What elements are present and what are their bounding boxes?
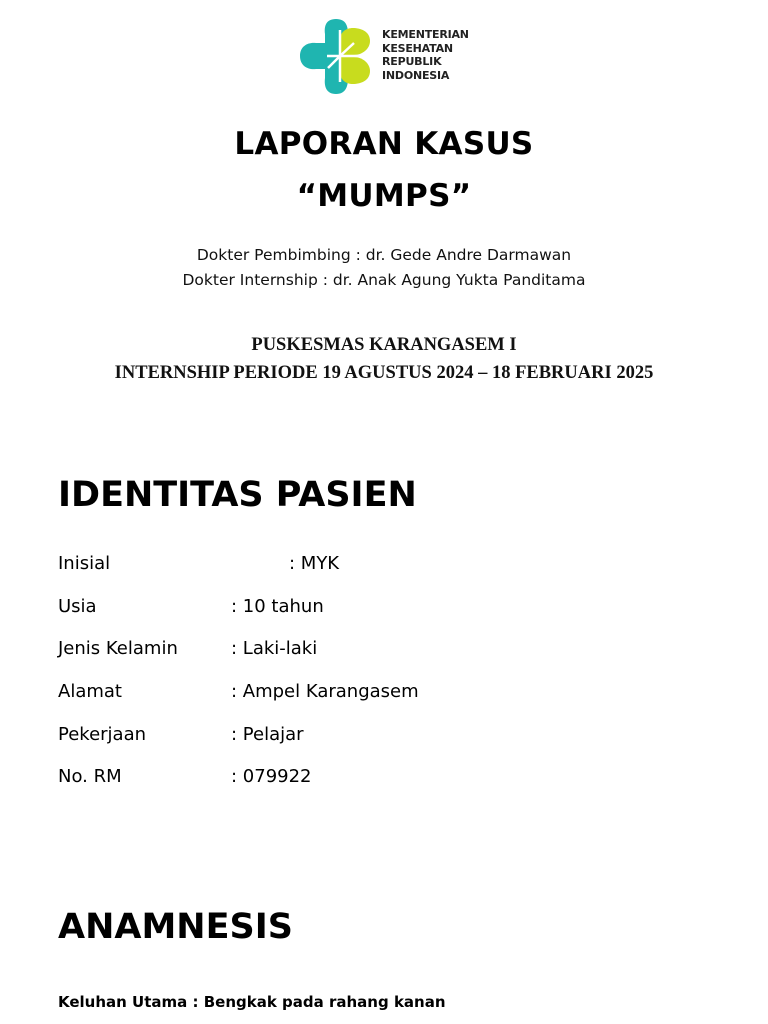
identity-label: Usia: [58, 595, 97, 617]
logo-text-line: INDONESIA: [382, 68, 450, 82]
kemenkes-emblem-icon: [298, 16, 374, 96]
kemenkes-logo: [296, 14, 472, 98]
identity-value: : Laki-laki: [231, 638, 318, 660]
report-subtitle: “MUMPS”: [296, 178, 472, 214]
identity-value: : Pelajar: [231, 723, 304, 745]
identity-value: : 10 tahun: [231, 595, 324, 617]
logo-text-line: REPUBLIK: [382, 55, 442, 68]
logo-text-line: KESEHATAN: [382, 41, 453, 55]
clinic-name: PUSKESMAS KARANGASEM I: [251, 335, 517, 355]
identity-value: : 079922: [231, 766, 312, 788]
identity-label: No. RM: [58, 766, 122, 788]
logo-text: [382, 28, 469, 82]
internship-period: INTERNSHIP PERIODE 19 AGUSTUS 2024 – 18 FEBRUARI 2025: [114, 363, 654, 383]
logo-text-line: KEMENTERIAN: [382, 28, 469, 41]
identitas-heading: IDENTITAS PASIEN: [58, 475, 417, 515]
emblem-lime-lower-heart: [340, 57, 370, 84]
identity-value: : Ampel Karangasem: [231, 681, 419, 703]
clinic-info: [0, 331, 768, 387]
main-complaint: Keluhan Utama : Bengkak pada rahang kanan: [58, 993, 446, 1011]
emblem-teal-left-leaf: [300, 43, 328, 69]
identity-label: Pekerjaan: [58, 723, 147, 745]
intern-doctor: Dokter Internship : dr. Anak Agung Yukta Panditama: [182, 271, 586, 289]
identity-value: : MYK: [289, 553, 340, 574]
report-title: LAPORAN KASUS: [234, 126, 534, 162]
supervisor-doctor: Dokter Pembimbing : dr. Gede Andre Darmawan: [196, 246, 572, 264]
identity-label: Inisial: [58, 553, 111, 574]
anamnesis-heading: ANAMNESIS: [58, 907, 293, 947]
identity-label: Jenis Kelamin: [58, 638, 178, 660]
doctor-info: [0, 243, 768, 293]
identity-label: Alamat: [58, 681, 122, 703]
